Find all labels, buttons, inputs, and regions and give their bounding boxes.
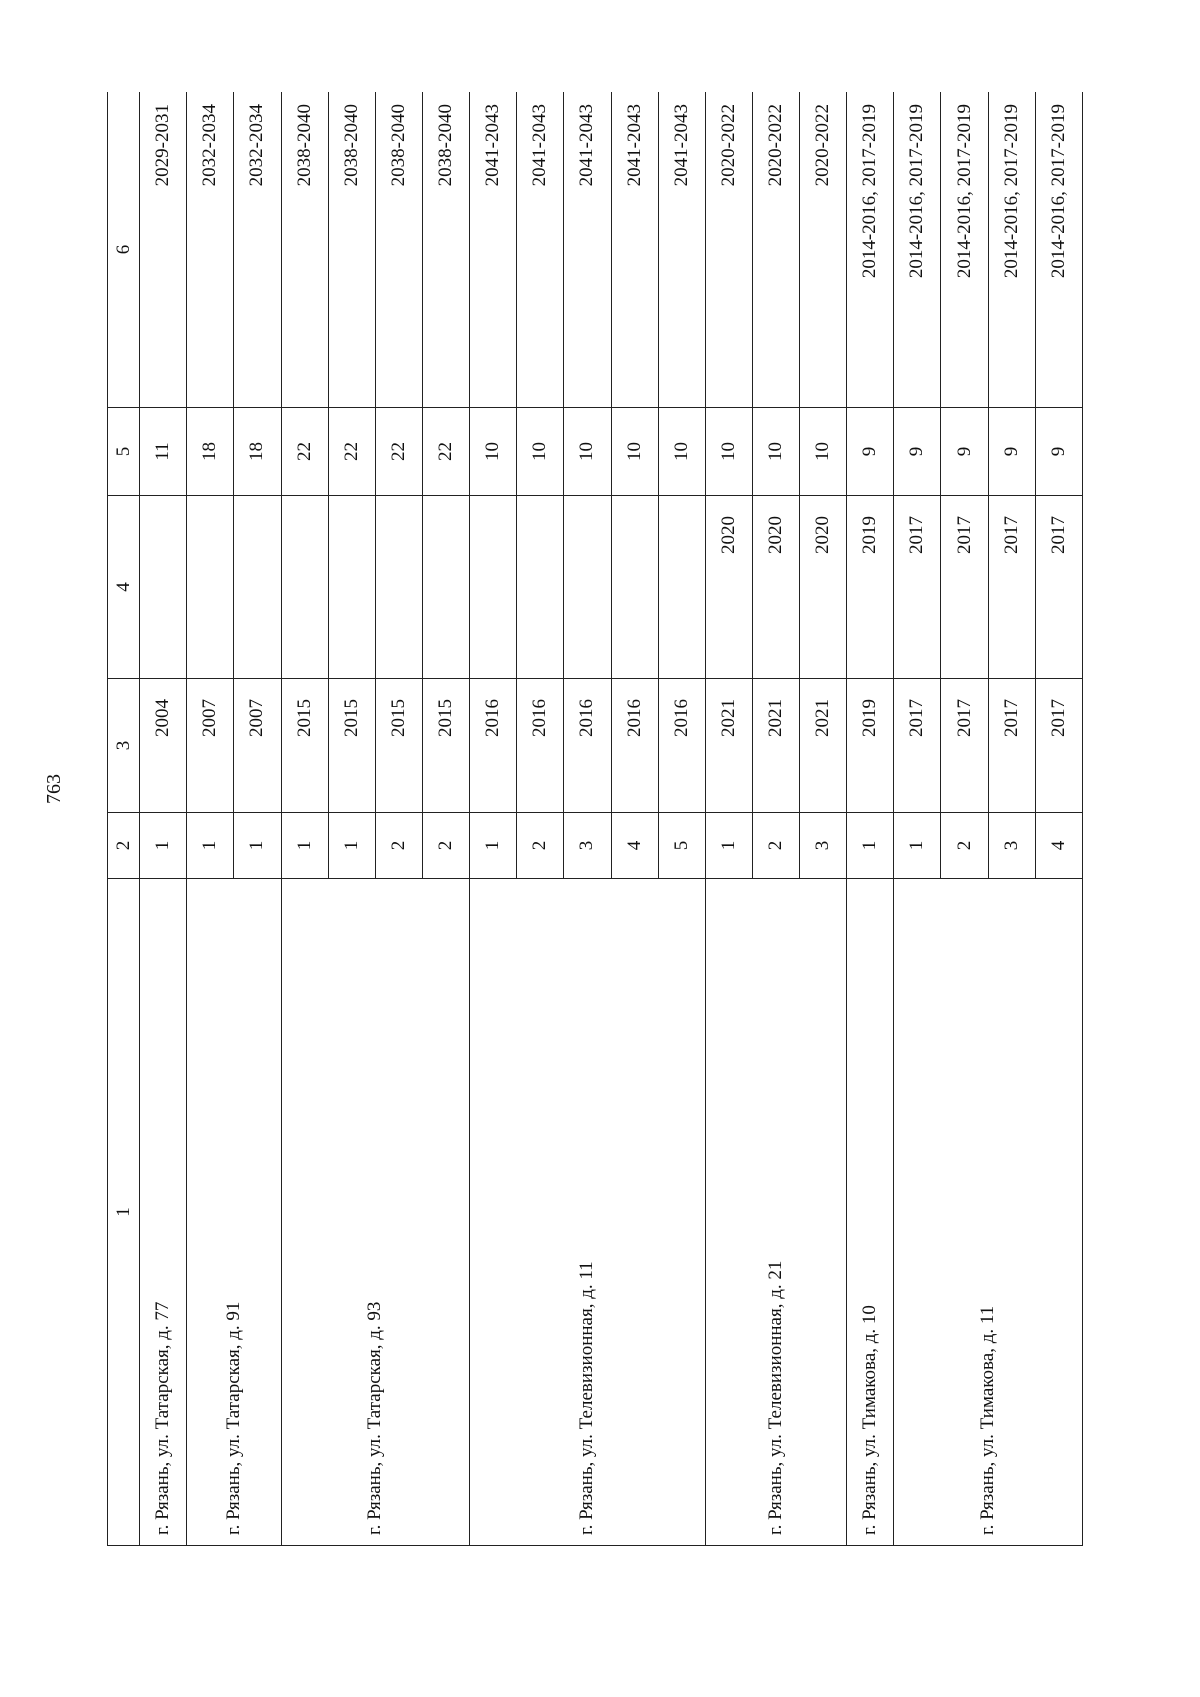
table-cell-col6: 2041-2043 (564, 92, 611, 408)
table-cell-col2: 3 (800, 813, 847, 879)
table-cell-col6: 2038-2040 (328, 92, 375, 408)
table-cell-col6: 2020-2022 (705, 92, 752, 408)
table-cell-col3: 2015 (422, 679, 469, 813)
data-table (107, 92, 1083, 1546)
table-cell-col4 (187, 496, 234, 679)
table-cell-col4: 2020 (752, 496, 799, 679)
table-cell-col2: 3 (988, 813, 1035, 879)
table-row (847, 92, 894, 1546)
table-cell-col3: 2004 (140, 679, 187, 813)
column-header-5: 5 (108, 408, 140, 496)
table-cell-col2: 1 (894, 813, 941, 879)
table-cell-col3: 2015 (281, 679, 328, 813)
table-cell-col3: 2016 (658, 679, 705, 813)
table-cell-col4: 2019 (847, 496, 894, 679)
table-cell-col2: 1 (470, 813, 517, 879)
table-row (140, 92, 187, 1546)
table-cell-col4: 2020 (800, 496, 847, 679)
table-cell-col3: 2015 (375, 679, 422, 813)
address-cell: г. Рязань, ул. Татарская, д. 93 (281, 879, 470, 1546)
table-cell-col5: 10 (800, 408, 847, 496)
table-cell-col6: 2014-2016, 2017-2019 (1035, 92, 1082, 408)
table-row (281, 92, 328, 1546)
address-cell: г. Рязань, ул. Татарская, д. 77 (140, 879, 187, 1546)
table-cell-col3: 2019 (847, 679, 894, 813)
table-cell-col2: 1 (140, 813, 187, 879)
table-cell-col5: 18 (187, 408, 234, 496)
table-cell-col6: 2014-2016, 2017-2019 (847, 92, 894, 408)
table-cell-col4 (611, 496, 658, 679)
table-cell-col4: 2017 (894, 496, 941, 679)
table-cell-col3: 2017 (1035, 679, 1082, 813)
column-header-1: 1 (108, 879, 140, 1546)
table-cell-col3: 2016 (564, 679, 611, 813)
table-body (108, 92, 1083, 1546)
table-cell-col3: 2016 (611, 679, 658, 813)
table-cell-col5: 11 (140, 408, 187, 496)
table-cell-col5: 9 (847, 408, 894, 496)
table-cell-col5: 10 (517, 408, 564, 496)
table-cell-col6: 2014-2016, 2017-2019 (894, 92, 941, 408)
table-cell-col3: 2021 (752, 679, 799, 813)
table-cell-col6: 2038-2040 (281, 92, 328, 408)
table-cell-col2: 1 (187, 813, 234, 879)
table-cell-col5: 10 (611, 408, 658, 496)
table-cell-col6: 2041-2043 (517, 92, 564, 408)
table-cell-col5: 9 (1035, 408, 1082, 496)
address-cell: г. Рязань, ул. Тимакова, д. 10 (847, 879, 894, 1546)
table-cell-col4 (422, 496, 469, 679)
table-cell-col6: 2032-2034 (187, 92, 234, 408)
table-cell-col5: 22 (375, 408, 422, 496)
table-cell-col6: 2020-2022 (800, 92, 847, 408)
table-cell-col2: 3 (564, 813, 611, 879)
table-cell-col3: 2007 (187, 679, 234, 813)
table-cell-col5: 9 (988, 408, 1035, 496)
table-cell-col3: 2015 (328, 679, 375, 813)
table-cell-col5: 10 (752, 408, 799, 496)
table-cell-col3: 2017 (894, 679, 941, 813)
table-cell-col2: 1 (328, 813, 375, 879)
table-cell-col2: 1 (705, 813, 752, 879)
table-cell-col2: 4 (611, 813, 658, 879)
table-cell-col4: 2017 (941, 496, 988, 679)
address-cell: г. Рязань, ул. Телевизионная, д. 21 (705, 879, 846, 1546)
table-cell-col6: 2014-2016, 2017-2019 (941, 92, 988, 408)
column-header-6: 6 (108, 92, 140, 408)
table-cell-col4: 2017 (1035, 496, 1082, 679)
table-cell-col5: 10 (564, 408, 611, 496)
table-cell-col2: 1 (847, 813, 894, 879)
table-row (705, 92, 752, 1546)
table-cell-col3: 2017 (941, 679, 988, 813)
table-cell-col2: 2 (517, 813, 564, 879)
table-cell-col3: 2016 (470, 679, 517, 813)
table-cell-col6: 2041-2043 (470, 92, 517, 408)
table-cell-col5: 10 (470, 408, 517, 496)
table-cell-col4 (328, 496, 375, 679)
table-cell-col2: 2 (422, 813, 469, 879)
table-cell-col2: 5 (658, 813, 705, 879)
address-cell: г. Рязань, ул. Тимакова, д. 11 (894, 879, 1083, 1546)
table-cell-col4: 2020 (705, 496, 752, 679)
table-cell-col6: 2038-2040 (422, 92, 469, 408)
table-cell-col5: 22 (422, 408, 469, 496)
header-row (108, 92, 140, 1546)
table-cell-col6: 2041-2043 (658, 92, 705, 408)
table-cell-col4 (564, 496, 611, 679)
table-row (894, 92, 941, 1546)
table-cell-col6: 2029-2031 (140, 92, 187, 408)
table-cell-col2: 1 (234, 813, 281, 879)
document-table-area (107, 92, 1083, 1546)
table-cell-col5: 9 (894, 408, 941, 496)
rotated-table-container (107, 92, 1083, 1546)
table-cell-col3: 2017 (988, 679, 1035, 813)
table-cell-col4 (234, 496, 281, 679)
table-cell-col6: 2032-2034 (234, 92, 281, 408)
column-header-3: 3 (108, 679, 140, 813)
table-cell-col6: 2014-2016, 2017-2019 (988, 92, 1035, 408)
table-cell-col3: 2021 (705, 679, 752, 813)
column-header-2: 2 (108, 813, 140, 879)
table-cell-col5: 18 (234, 408, 281, 496)
table-cell-col2: 4 (1035, 813, 1082, 879)
address-cell: г. Рязань, ул. Телевизионная, д. 11 (470, 879, 706, 1546)
table-cell-col6: 2041-2043 (611, 92, 658, 408)
table-cell-col2: 2 (941, 813, 988, 879)
table-cell-col2: 2 (752, 813, 799, 879)
table-row (470, 92, 517, 1546)
table-cell-col2: 1 (281, 813, 328, 879)
page-number: 763 (43, 774, 65, 804)
table-cell-col3: 2021 (800, 679, 847, 813)
table-cell-col6: 2020-2022 (752, 92, 799, 408)
table-cell-col4 (517, 496, 564, 679)
table-cell-col4 (375, 496, 422, 679)
table-cell-col5: 22 (281, 408, 328, 496)
table-cell-col4: 2017 (988, 496, 1035, 679)
table-cell-col6: 2038-2040 (375, 92, 422, 408)
table-cell-col2: 2 (375, 813, 422, 879)
table-cell-col5: 10 (705, 408, 752, 496)
table-cell-col3: 2016 (517, 679, 564, 813)
table-row (187, 92, 234, 1546)
table-cell-col5: 10 (658, 408, 705, 496)
table-cell-col5: 22 (328, 408, 375, 496)
table-cell-col4 (470, 496, 517, 679)
address-cell: г. Рязань, ул. Татарская, д. 91 (187, 879, 281, 1546)
table-cell-col4 (140, 496, 187, 679)
table-cell-col3: 2007 (234, 679, 281, 813)
table-cell-col5: 9 (941, 408, 988, 496)
column-header-4: 4 (108, 496, 140, 679)
table-cell-col4 (281, 496, 328, 679)
table-cell-col4 (658, 496, 705, 679)
